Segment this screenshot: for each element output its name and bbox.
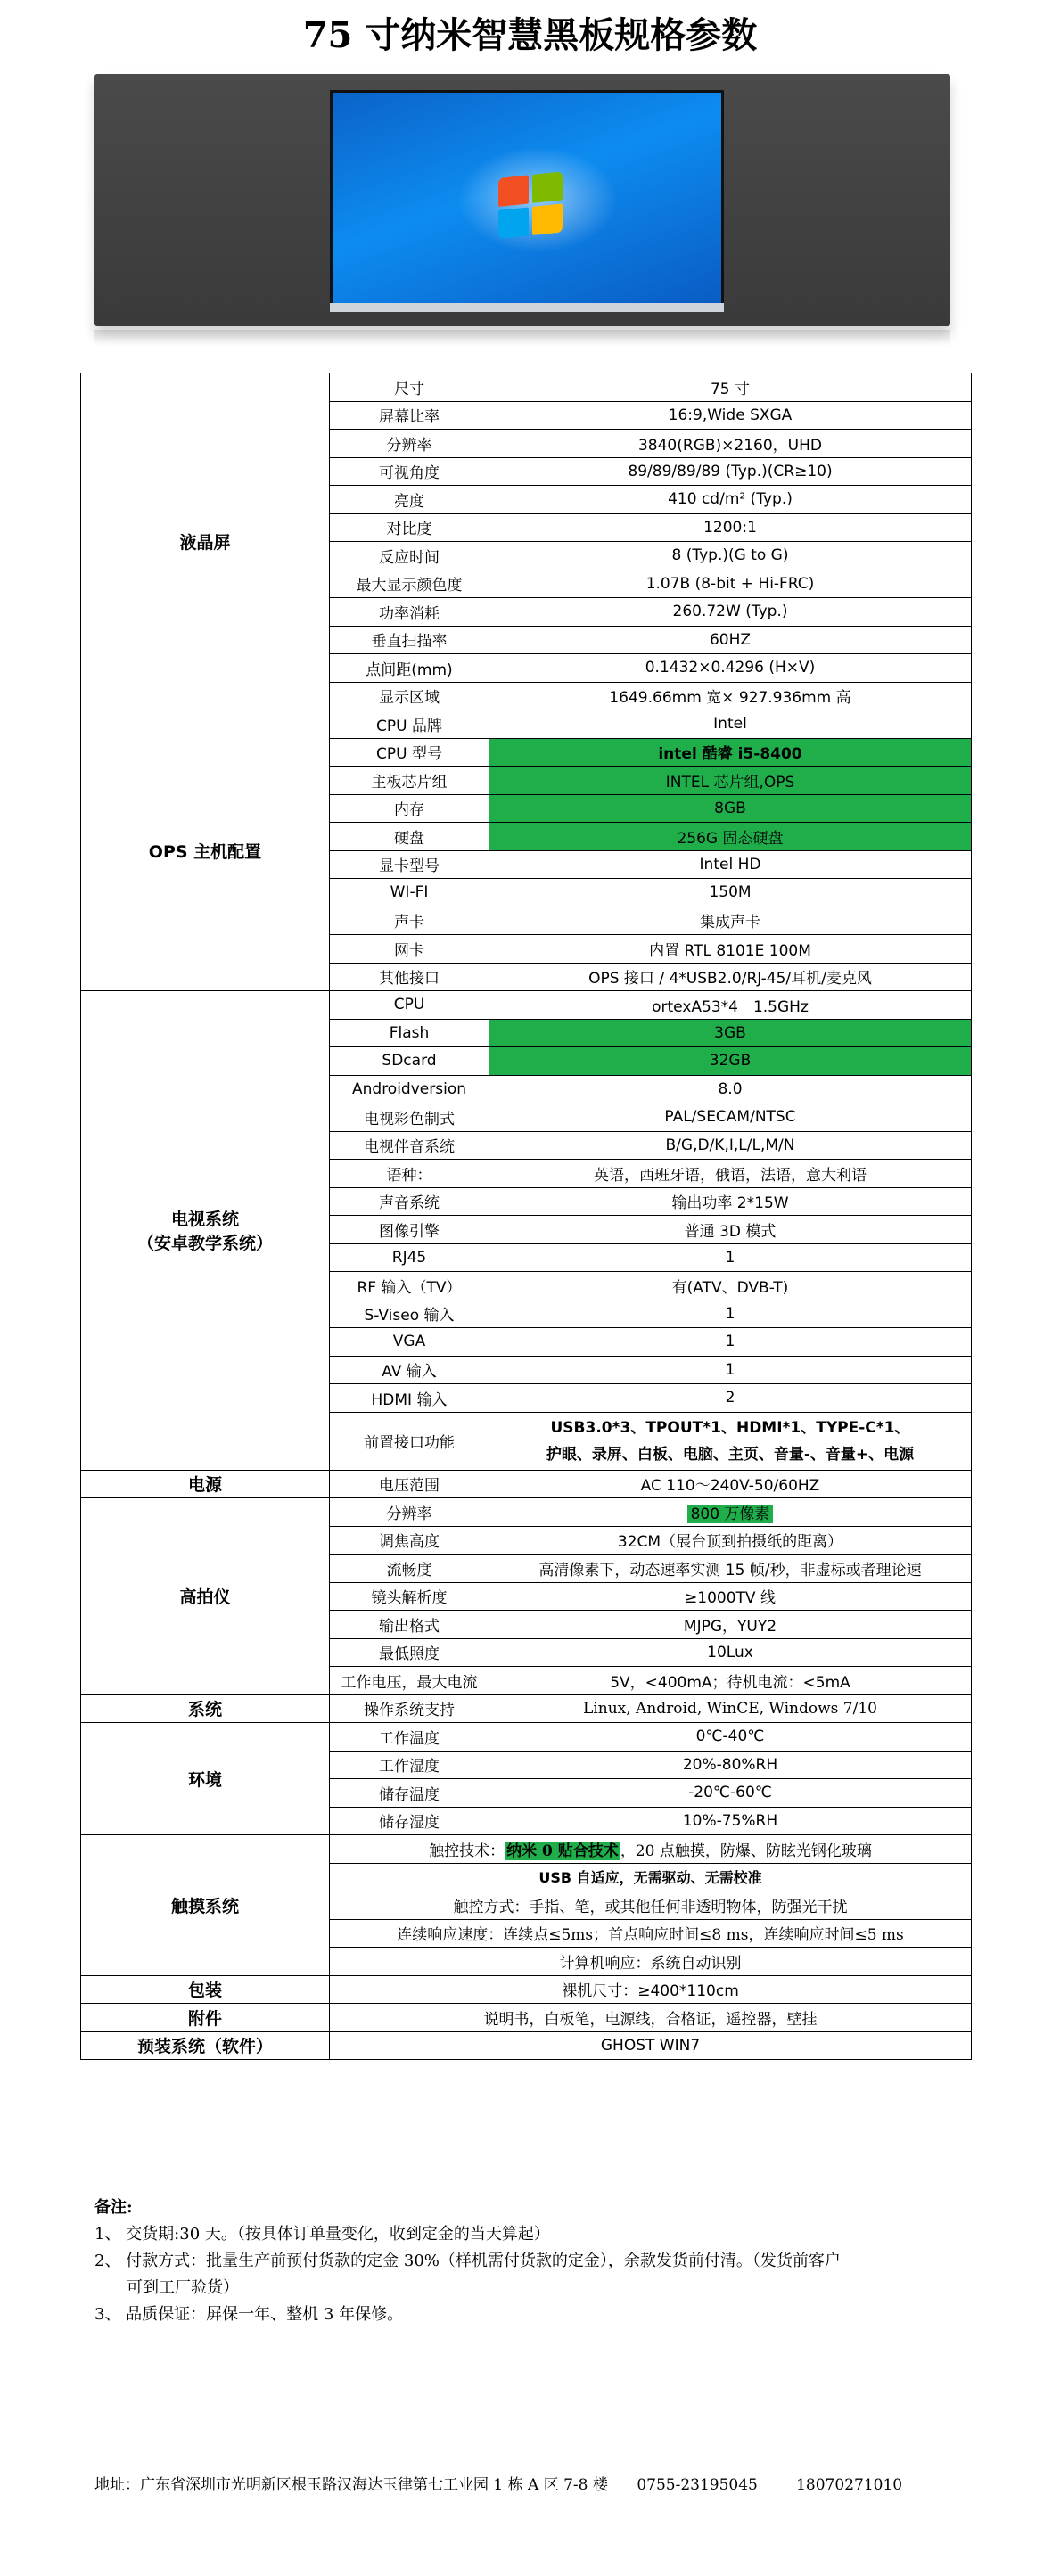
spec-key: 显示区域 bbox=[330, 682, 489, 710]
spec-key: 主板芯片组 bbox=[330, 767, 489, 795]
spec-key: 声音系统 bbox=[330, 1187, 489, 1216]
touch-line1-prefix: 触控技术： bbox=[429, 1842, 505, 1860]
note-item: 3、 品质保证：屏保一年、整机 3 年保修。 bbox=[94, 2305, 404, 2324]
spec-key: 其他接口 bbox=[330, 963, 489, 991]
spec-key: 内存 bbox=[330, 794, 489, 823]
table-row bbox=[81, 2004, 972, 2032]
spec-value: 16:9,Wide SXGA bbox=[489, 401, 972, 430]
footer-phone: 0755-23195045 bbox=[637, 2476, 758, 2494]
spec-key: 电压范围 bbox=[330, 1470, 489, 1498]
spec-value: 3840(RGB)×2160，UHD bbox=[489, 430, 972, 458]
spec-key: AV 输入 bbox=[330, 1356, 489, 1384]
category-preinstall: 预装系统（软件） bbox=[81, 2031, 330, 2060]
spec-key: 镜头解析度 bbox=[330, 1582, 489, 1611]
spec-key: 电视彩色制式 bbox=[330, 1103, 489, 1132]
spec-key: 电视伴音系统 bbox=[330, 1131, 489, 1160]
spec-table bbox=[80, 373, 972, 2060]
category-tv bbox=[81, 991, 330, 1471]
spec-value-highlight: INTEL 芯片组,OPS bbox=[489, 767, 972, 795]
spec-key: 储存温度 bbox=[330, 1779, 489, 1808]
spec-value: 裸机尺寸：≥400*110cm bbox=[330, 1975, 972, 2004]
table-row bbox=[81, 710, 972, 739]
notes-section bbox=[94, 2195, 986, 2328]
spec-value: 有(ATV、DVB-T) bbox=[489, 1272, 972, 1300]
spec-value: GHOST WIN7 bbox=[330, 2031, 972, 2060]
category-accessories: 附件 bbox=[81, 2004, 330, 2032]
spec-key: WI-FI bbox=[330, 879, 489, 907]
spec-value: ortexA53*4 1.5GHz bbox=[489, 991, 972, 1020]
touch-line: 计算机响应：系统自动识别 bbox=[330, 1948, 972, 1976]
table-row bbox=[81, 1723, 972, 1752]
spec-key: 对比度 bbox=[330, 513, 489, 542]
spec-key: 工作湿度 bbox=[330, 1751, 489, 1779]
touch-line1-suffix: ，20 点触摸，防爆、防眩光钢化玻璃 bbox=[620, 1842, 872, 1860]
spec-value-front-ports bbox=[489, 1412, 972, 1470]
spec-key: 输出格式 bbox=[330, 1611, 489, 1639]
table-row bbox=[81, 1694, 972, 1723]
spec-key: 分辨率 bbox=[330, 430, 489, 458]
spec-key: 可视角度 bbox=[330, 457, 489, 486]
spec-value: MJPG，YUY2 bbox=[489, 1611, 972, 1639]
spec-key: 工作电压，最大电流 bbox=[330, 1667, 489, 1695]
category-tv-line1: 电视系统 bbox=[170, 1210, 239, 1230]
spec-value-highlight: 800 万像素 bbox=[687, 1505, 774, 1523]
spec-value-highlight: 256G 固态硬盘 bbox=[489, 823, 972, 851]
spec-value: B/G,D/K,I,L/L,M/N bbox=[489, 1131, 972, 1160]
board-base bbox=[330, 303, 724, 312]
spec-key: CPU 品牌 bbox=[330, 710, 489, 739]
spec-key: VGA bbox=[330, 1328, 489, 1357]
windows-logo-icon bbox=[498, 171, 566, 242]
spec-value-highlight: 32GB bbox=[489, 1047, 972, 1076]
spec-value: Intel bbox=[489, 710, 972, 739]
spec-value: 1200:1 bbox=[489, 513, 972, 542]
spec-value: Linux, Android, WinCE, Windows 7/10 bbox=[489, 1694, 972, 1723]
category-system: 系统 bbox=[81, 1694, 330, 1723]
spec-key: 语种： bbox=[330, 1160, 489, 1188]
spec-key: Flash bbox=[330, 1019, 489, 1047]
spec-key: 显卡型号 bbox=[330, 850, 489, 879]
footer-address: 地址：广东省深圳市光明新区根玉路汉海达玉律第七工业园 1 栋 A 区 7-8 楼 bbox=[94, 2476, 608, 2494]
category-lcd: 液晶屏 bbox=[81, 373, 330, 710]
table-row bbox=[81, 2031, 972, 2060]
spec-value: 1 bbox=[489, 1356, 972, 1384]
touch-line: USB 自适应，无需驱动、无需校准 bbox=[330, 1863, 972, 1891]
spec-key: RF 输入（TV） bbox=[330, 1272, 489, 1300]
spec-value: Intel HD bbox=[489, 850, 972, 879]
spec-key: 图像引擎 bbox=[330, 1216, 489, 1244]
notes-heading: 备注: bbox=[94, 2198, 133, 2217]
spec-value: -20℃-60℃ bbox=[489, 1779, 972, 1808]
note-item: 2、 付款方式：批量生产前预付货款的定金 30%（样机需付货款的定金），余款发货前付清。（发货前客户 bbox=[94, 2252, 841, 2270]
footer-mobile: 18070271010 bbox=[796, 2476, 903, 2494]
note-item: 可到工厂验货） bbox=[127, 2278, 239, 2297]
spec-key: 网卡 bbox=[330, 935, 489, 964]
spec-value: 说明书，白板笔，电源线，合格证，遥控器，壁挂 bbox=[330, 2004, 972, 2032]
spec-key: 工作温度 bbox=[330, 1723, 489, 1752]
table-row bbox=[81, 1835, 972, 1864]
board-shadow bbox=[94, 330, 950, 346]
spec-value-highlight: 8GB bbox=[489, 794, 972, 823]
spec-key: RJ45 bbox=[330, 1243, 489, 1272]
spec-key: S-Viseo 输入 bbox=[330, 1300, 489, 1328]
spec-value-highlight: intel 酷睿 i5-8400 bbox=[489, 738, 972, 767]
spec-value: PAL/SECAM/NTSC bbox=[489, 1103, 972, 1132]
spec-value: 8.0 bbox=[489, 1075, 972, 1103]
spec-value: 1.07B (8-bit + Hi-FRC) bbox=[489, 570, 972, 598]
front-ports-line2: 护眼、录屏、白板、电脑、主页、音量-、音量+、电源 bbox=[546, 1445, 915, 1464]
category-packing: 包装 bbox=[81, 1975, 330, 2004]
category-environment: 环境 bbox=[81, 1723, 330, 1835]
spec-value bbox=[489, 1498, 972, 1527]
page-title: 75 寸纳米智慧黑板规格参数 bbox=[302, 14, 758, 56]
spec-key: 调焦高度 bbox=[330, 1526, 489, 1555]
spec-value-highlight: 3GB bbox=[489, 1019, 972, 1047]
spec-key: 最大显示颜色度 bbox=[330, 570, 489, 598]
spec-key: 屏幕比率 bbox=[330, 401, 489, 430]
spec-key: Androidversion bbox=[330, 1075, 489, 1103]
table-row bbox=[81, 1498, 972, 1527]
spec-key: 流畅度 bbox=[330, 1555, 489, 1583]
spec-value: 0℃-40℃ bbox=[489, 1723, 972, 1752]
spec-value: 1 bbox=[489, 1300, 972, 1328]
category-ops: OPS 主机配置 bbox=[81, 710, 330, 991]
table-row bbox=[81, 1470, 972, 1498]
note-item: 1、 交货期:30 天。（按具体订单量变化，收到定金的当天算起） bbox=[94, 2225, 550, 2244]
spec-key: CPU 型号 bbox=[330, 738, 489, 767]
spec-value: AC 110～240V-50/60HZ bbox=[489, 1470, 972, 1498]
spec-key: SDcard bbox=[330, 1047, 489, 1076]
spec-value: 60HZ bbox=[489, 626, 972, 654]
touch-line: 触控方式：手指、笔，或其他任何非透明物体，防强光干扰 bbox=[330, 1891, 972, 1920]
category-touch: 触摸系统 bbox=[81, 1835, 330, 1976]
spec-value: 集成声卡 bbox=[489, 907, 972, 935]
spec-value: 1649.66mm 宽× 927.936mm 高 bbox=[489, 682, 972, 710]
spec-key: 前置接口功能 bbox=[330, 1412, 489, 1470]
footer bbox=[94, 2472, 902, 2494]
table-row bbox=[81, 373, 972, 402]
spec-value: 32CM（展台顶到拍摄纸的距离） bbox=[489, 1526, 972, 1555]
spec-value: 20%-80%RH bbox=[489, 1751, 972, 1779]
spec-key: 点间距(mm) bbox=[330, 654, 489, 683]
table-row bbox=[81, 1975, 972, 2004]
spec-key: 亮度 bbox=[330, 486, 489, 514]
touch-line bbox=[330, 1835, 972, 1864]
spec-value: 输出功率 2*15W bbox=[489, 1187, 972, 1216]
spec-value: 10Lux bbox=[489, 1638, 972, 1667]
spec-key: 分辨率 bbox=[330, 1498, 489, 1527]
spec-key: CPU bbox=[330, 991, 489, 1020]
spec-value: OPS 接口 / 4*USB2.0/RJ-45/耳机/麦克风 bbox=[489, 963, 972, 991]
table-row bbox=[81, 991, 972, 1020]
smart-board-image bbox=[94, 74, 950, 326]
category-tv-line2: （安卓教学系统） bbox=[136, 1234, 273, 1254]
spec-key: 最低照度 bbox=[330, 1638, 489, 1667]
touch-highlight: 纳米 0 贴合技术 bbox=[506, 1842, 619, 1860]
spec-value: 高清像素下，动态速率实测 15 帧/秒，非虚标或者理论速 bbox=[489, 1555, 972, 1583]
spec-value: 内置 RTL 8101E 100M bbox=[489, 935, 972, 964]
spec-value: 8 (Typ.)(G to G) bbox=[489, 542, 972, 570]
spec-value: 75 寸 bbox=[489, 373, 972, 402]
spec-value: 410 cd/m² (Typ.) bbox=[489, 486, 972, 514]
spec-value: 英语，西班牙语，俄语，法语，意大利语 bbox=[489, 1160, 972, 1188]
category-power: 电源 bbox=[81, 1470, 330, 1498]
spec-value: 260.72W (Typ.) bbox=[489, 598, 972, 627]
touch-line: 连续响应速度：连续点≤5ms；首点响应时间≤8 ms，连续响应时间≤5 ms bbox=[330, 1919, 972, 1948]
spec-value: 1 bbox=[489, 1328, 972, 1357]
spec-key: 操作系统支持 bbox=[330, 1694, 489, 1723]
spec-key: 功率消耗 bbox=[330, 598, 489, 627]
spec-value: 普通 3D 模式 bbox=[489, 1216, 972, 1244]
board-screen bbox=[330, 90, 724, 306]
spec-value: 0.1432×0.4296 (H×V) bbox=[489, 654, 972, 683]
spec-value: ≥1000TV 线 bbox=[489, 1582, 972, 1611]
spec-value: 89/89/89/89 (Typ.)(CR≥10) bbox=[489, 457, 972, 486]
spec-key: 硬盘 bbox=[330, 823, 489, 851]
spec-key: 垂直扫描率 bbox=[330, 626, 489, 654]
front-ports-line1: USB3.0*3、TPOUT*1、HDMI*1、TYPE-C*1、 bbox=[550, 1418, 910, 1437]
spec-key: 声卡 bbox=[330, 907, 489, 935]
spec-value: 1 bbox=[489, 1243, 972, 1272]
spec-value: 150M bbox=[489, 879, 972, 907]
category-camera: 高拍仪 bbox=[81, 1498, 330, 1695]
spec-key: 尺寸 bbox=[330, 373, 489, 402]
spec-key: 储存湿度 bbox=[330, 1807, 489, 1835]
spec-key: HDMI 输入 bbox=[330, 1384, 489, 1413]
spec-value: 5V，<400mA；待机电流：<5mA bbox=[489, 1667, 972, 1695]
spec-value: 2 bbox=[489, 1384, 972, 1413]
spec-value: 10%-75%RH bbox=[489, 1807, 972, 1835]
spec-key: 反应时间 bbox=[330, 542, 489, 570]
